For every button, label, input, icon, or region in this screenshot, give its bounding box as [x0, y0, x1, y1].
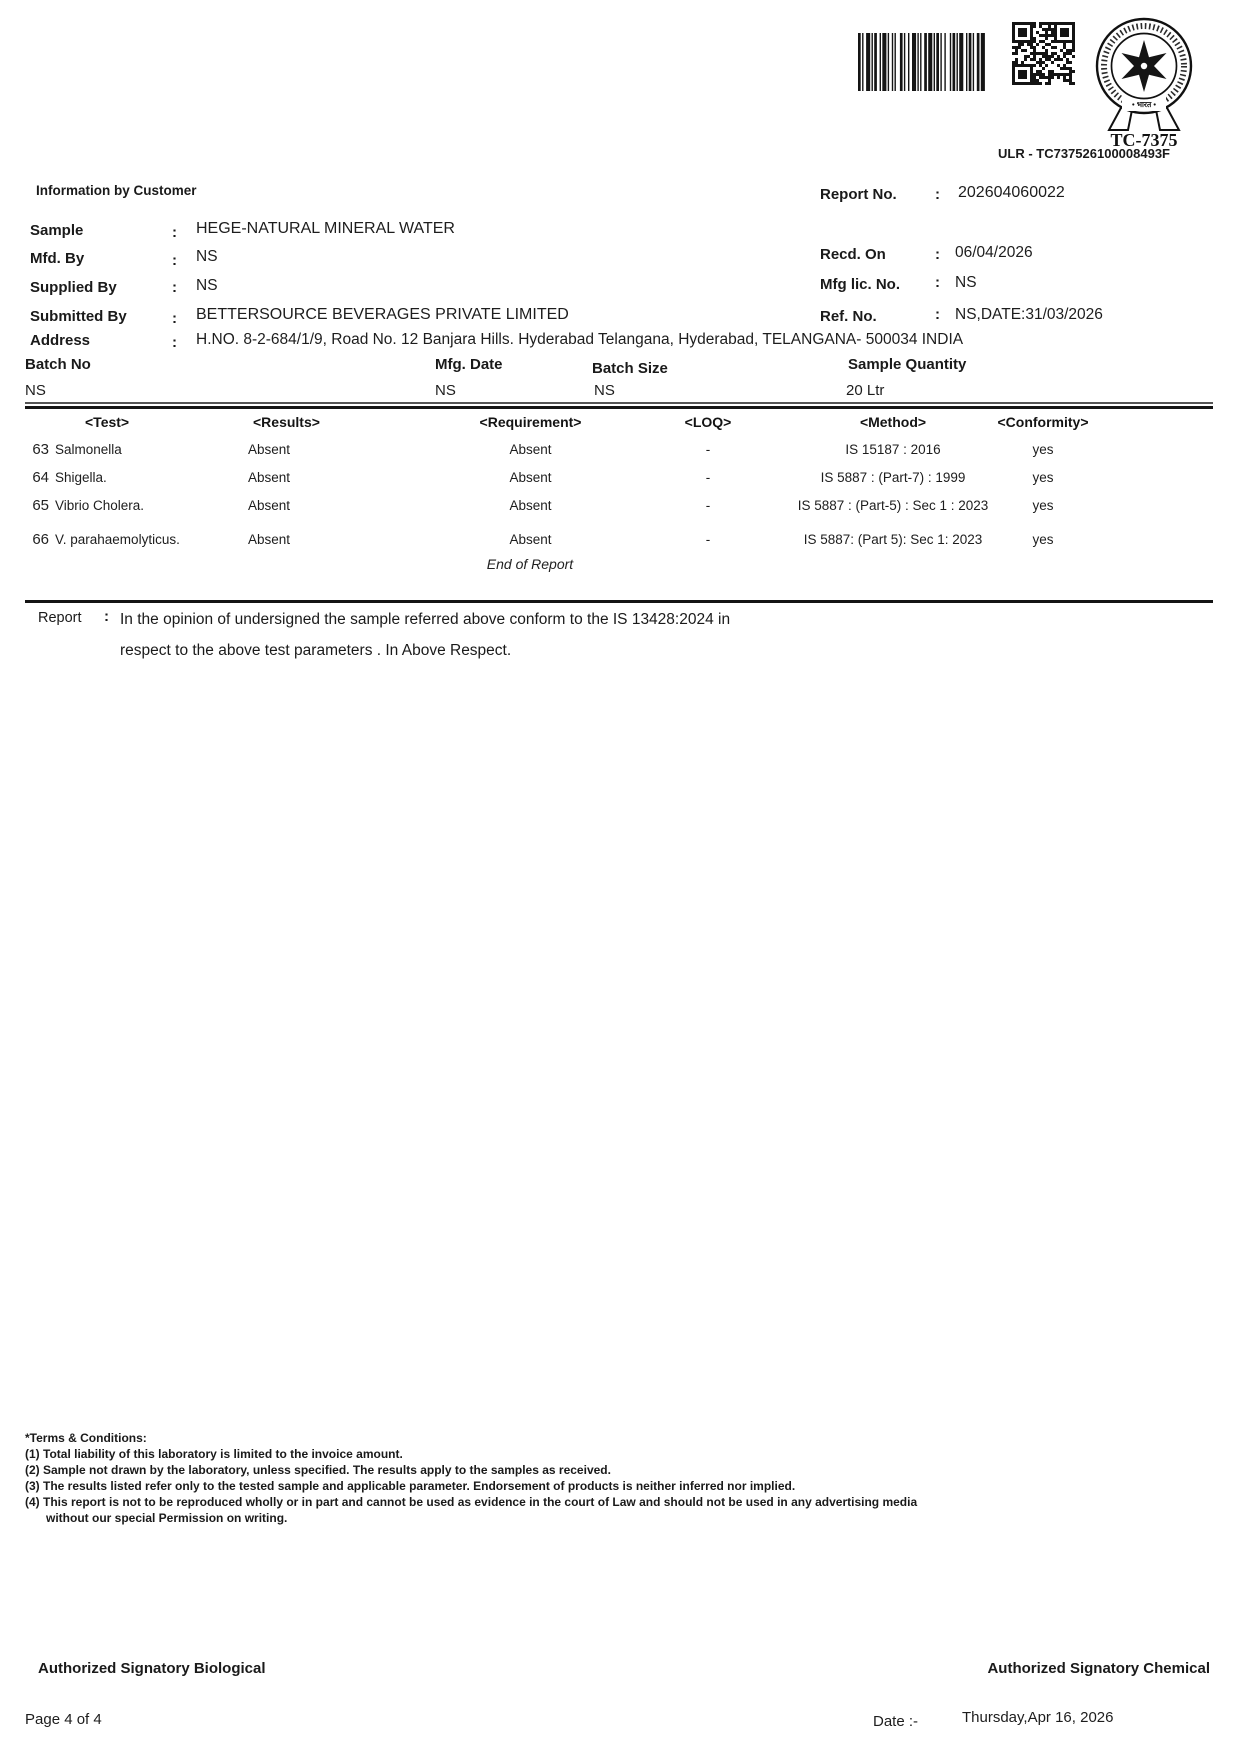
- mfg-date-label: Mfg. Date: [435, 356, 503, 373]
- cell-method: IS 5887 : (Part-5) : Sec 1 : 2023: [797, 498, 989, 513]
- row-number: 65: [32, 497, 49, 514]
- terms-and-conditions: [25, 1430, 917, 1526]
- cell-result: Absent: [248, 442, 291, 457]
- end-of-report: End of Report: [486, 556, 574, 572]
- row-number: 64: [32, 469, 49, 486]
- batch-size-value: NS: [594, 382, 615, 399]
- sample-value: HEGE-NATURAL MINERAL WATER: [196, 220, 455, 237]
- cell-conformity: yes: [1032, 442, 1054, 457]
- cell-requirement: Absent: [509, 470, 552, 485]
- accreditation-code: TC-7375: [1110, 130, 1178, 150]
- col-header-results: <Results>: [253, 414, 320, 430]
- terms-item-continuation: without our special Permission on writing.: [46, 1511, 288, 1525]
- colon: :: [172, 252, 177, 269]
- logo-star-core: [1141, 63, 1147, 69]
- batch-no-value: NS: [25, 382, 46, 399]
- cell-method: IS 15187 : 2016: [845, 442, 941, 457]
- address-value: H.NO. 8-2-684/1/9, Road No. 12 Banjara Hills. Hyderabad Telangana, Hyderabad, TELANGANA- 500034 INDIA: [196, 331, 964, 348]
- page-number: Page 4 of 4: [25, 1711, 102, 1728]
- opinion-text: [120, 604, 840, 666]
- col-header-test: <Test>: [85, 414, 130, 430]
- colon: :: [935, 274, 940, 291]
- opinion-line-1: In the opinion of undersigned the sample referred above conform to the IS 13428:2024 in: [120, 611, 731, 628]
- table-row: [25, 531, 1093, 548]
- signatory-biological: Authorized Signatory Biological: [38, 1660, 266, 1677]
- opinion-top-rule: [25, 600, 1213, 603]
- cell-method: IS 5887: (Part 5): Sec 1: 2023: [803, 532, 983, 547]
- section-title: Information by Customer: [36, 183, 197, 198]
- ulr-number: ULR - TC737526100008493F: [998, 146, 1170, 161]
- ref-no-value: NS,DATE:31/03/2026: [955, 306, 1103, 323]
- submitted-by-label: Submitted By: [30, 308, 127, 325]
- logo-country-text: • भारत •: [1132, 100, 1156, 109]
- ref-no-label: Ref. No.: [820, 308, 877, 325]
- sample-label: Sample: [30, 222, 84, 239]
- terms-item: (2) Sample not drawn by the laboratory, unless specified. The results apply to the samples as received.: [25, 1463, 611, 1477]
- colon: :: [172, 279, 177, 296]
- col-header-loq: <LOQ>: [684, 414, 732, 430]
- cell-requirement: Absent: [509, 532, 552, 547]
- terms-title: *Terms & Conditions:: [25, 1431, 147, 1445]
- colon: :: [935, 186, 940, 203]
- date-label: Date :-: [873, 1713, 919, 1730]
- cell-loq: -: [705, 532, 711, 547]
- table-row: [25, 441, 1093, 458]
- cell-conformity: yes: [1032, 498, 1054, 513]
- row-number: 66: [32, 531, 49, 548]
- colon: :: [172, 310, 177, 327]
- nabl-logo: [1086, 10, 1202, 132]
- colon: :: [172, 334, 177, 351]
- colon: :: [935, 246, 940, 263]
- mfg-lic-label: Mfg lic. No.: [820, 276, 900, 293]
- col-header-method: <Method>: [859, 414, 927, 430]
- report-no-value: 202604060022: [958, 184, 1065, 201]
- cell-result: Absent: [248, 532, 291, 547]
- mfg-date-value: NS: [435, 382, 456, 399]
- colon: :: [172, 224, 177, 241]
- cell-loq: -: [705, 442, 711, 457]
- mfd-by-value: NS: [196, 248, 218, 265]
- table-header-row: [25, 414, 1093, 430]
- table-top-rule: [25, 402, 1213, 409]
- cell-method: IS 5887 : (Part-7) : 1999: [820, 470, 966, 485]
- cell-test: Vibrio Cholera.: [55, 498, 145, 513]
- cell-result: Absent: [248, 498, 291, 513]
- cell-test: V. parahaemolyticus.: [55, 532, 180, 547]
- opinion-line-2: respect to the above test parameters . In Above Respect.: [120, 642, 512, 659]
- terms-item: (3) The results listed refer only to the tested sample and applicable parameter. Endorsement of products is neither inferred nor implied.: [25, 1479, 796, 1493]
- terms-item: (1) Total liability of this laboratory is limited to the invoice amount.: [25, 1447, 403, 1461]
- col-header-conformity: <Conformity>: [997, 414, 1089, 430]
- cell-loq: -: [705, 470, 711, 485]
- cell-conformity: yes: [1032, 532, 1054, 547]
- submitted-by-value: BETTERSOURCE BEVERAGES PRIVATE LIMITED: [196, 306, 569, 323]
- mfd-by-label: Mfd. By: [30, 250, 85, 267]
- recd-on-label: Recd. On: [820, 246, 886, 263]
- cell-conformity: yes: [1032, 470, 1054, 485]
- batch-size-label: Batch Size: [592, 360, 668, 377]
- terms-item: (4) This report is not to be reproduced wholly or in part and cannot be used as evidence in the court of Law and should not be used in any advertising media: [25, 1495, 918, 1509]
- supplied-by-label: Supplied By: [30, 279, 117, 296]
- batch-no-label: Batch No: [25, 356, 91, 373]
- colon: :: [935, 306, 940, 323]
- sample-qty-label: Sample Quantity: [848, 356, 967, 373]
- row-number: 63: [32, 441, 49, 458]
- qr-code: [1012, 22, 1075, 85]
- mfg-lic-value: NS: [955, 274, 977, 291]
- cell-result: Absent: [248, 470, 291, 485]
- table-row: [25, 497, 1093, 514]
- signatory-chemical: Authorized Signatory Chemical: [987, 1660, 1210, 1677]
- address-label: Address: [30, 332, 91, 349]
- cell-test: Shigella.: [55, 470, 107, 485]
- sample-qty-value: 20 Ltr: [846, 382, 885, 399]
- cell-requirement: Absent: [509, 498, 552, 513]
- report-no-label: Report No.: [820, 186, 897, 203]
- opinion-label: Report: [38, 610, 82, 626]
- recd-on-value: 06/04/2026: [955, 244, 1033, 261]
- table-row: [25, 469, 1093, 486]
- supplied-by-value: NS: [196, 277, 218, 294]
- colon: :: [104, 608, 109, 625]
- date-value: Thursday,Apr 16, 2026: [962, 1709, 1114, 1726]
- cell-requirement: Absent: [509, 442, 552, 457]
- cell-test: Salmonella: [55, 442, 122, 457]
- barcode: [858, 33, 988, 91]
- cell-loq: -: [705, 498, 711, 513]
- col-header-requirement: <Requirement>: [479, 414, 582, 430]
